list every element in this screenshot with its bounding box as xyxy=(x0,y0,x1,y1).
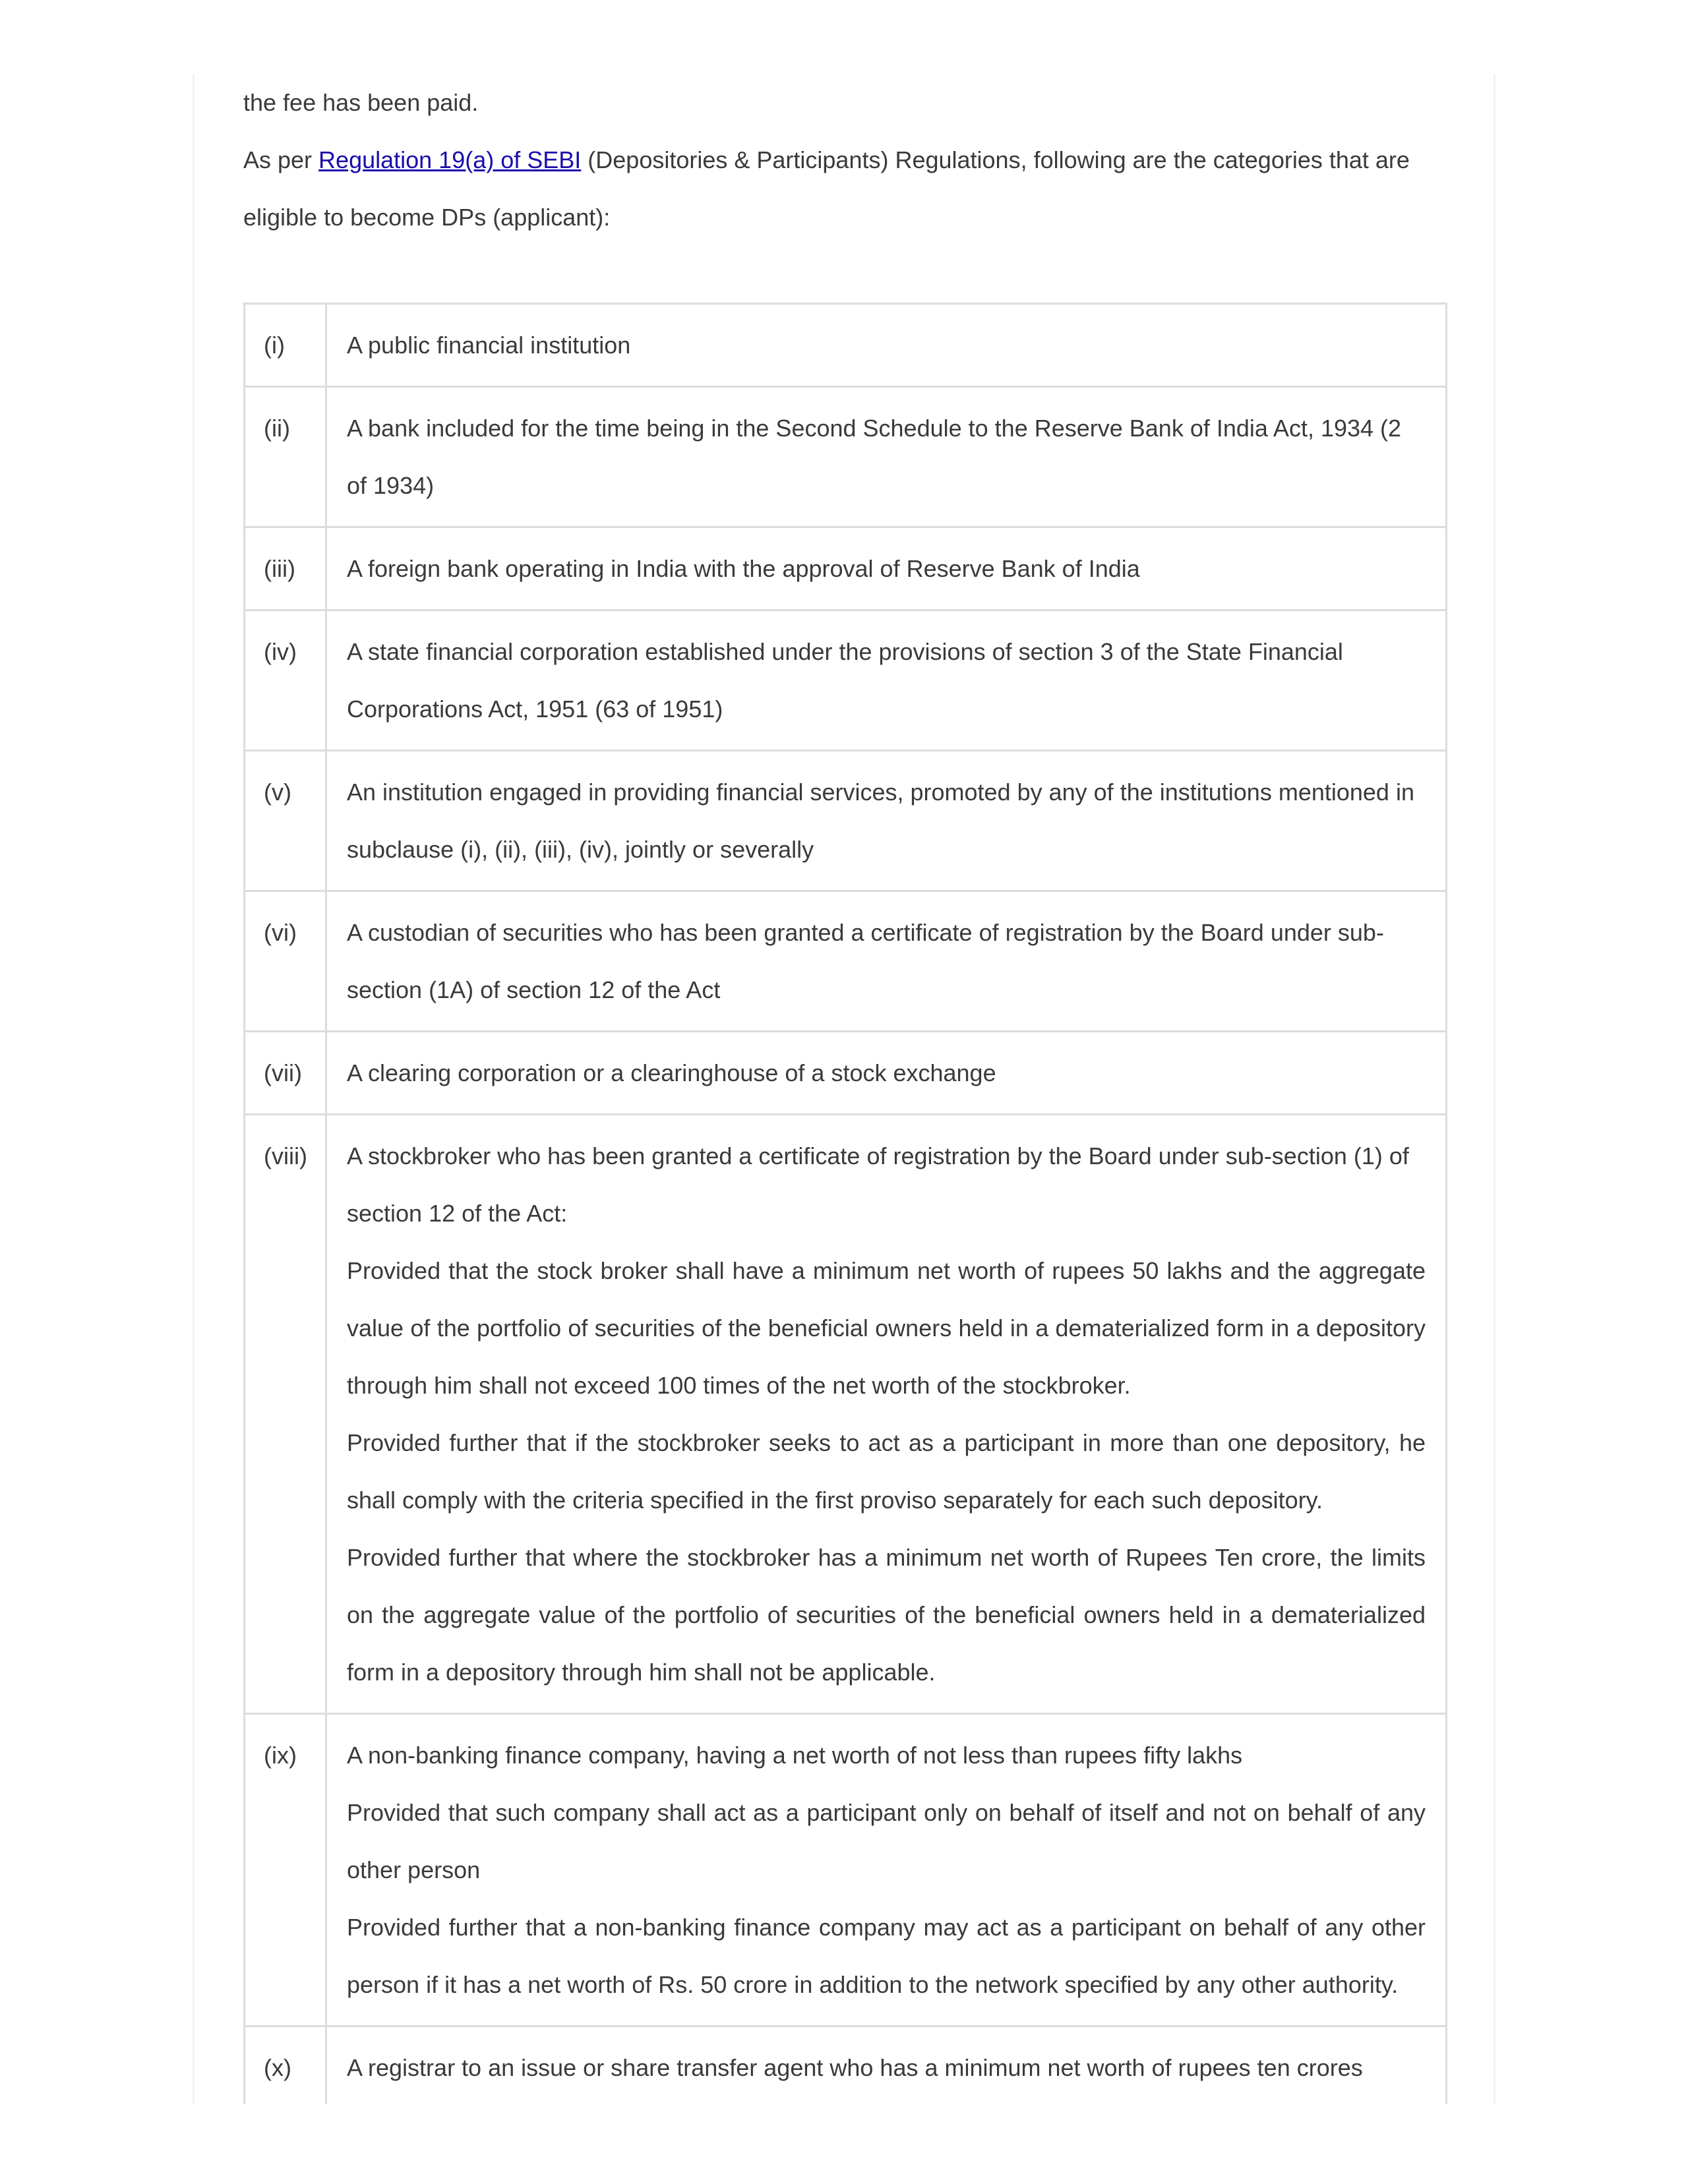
row-text-block xyxy=(326,1115,1447,1714)
row-text: An institution engaged in providing financial services, promoted by any of the institutions mentioned in subclause (i), (ii), (iii), (iv), jointly or severally xyxy=(326,751,1447,891)
table-row xyxy=(245,304,1447,387)
row-text: A registrar to an issue or share transfer agent who has a minimum net worth of rupees ten crores xyxy=(326,2026,1447,2105)
proviso-3: Provided further that where the stockbroker has a minimum net worth of Rupees Ten crore, the limits on the aggregate value of the portfolio of securities of the beneficial owners held in a dematerialized form in a depository through him shall not be applicable. xyxy=(347,1544,1426,1686)
row-text: A custodian of securities who has been granted a certificate of registration by the Board under sub-section (1A) of section 12 of the Act xyxy=(326,891,1447,1032)
table-row xyxy=(245,387,1447,527)
row-number: (ii) xyxy=(245,387,326,527)
row-number: (i) xyxy=(245,304,326,387)
intro-paragraph xyxy=(243,131,1447,246)
row-number: (vii) xyxy=(245,1032,326,1115)
table-row xyxy=(245,2026,1447,2105)
row-number: (x) xyxy=(245,2026,326,2105)
row-number: (iv) xyxy=(245,610,326,751)
intro-prefix: As per xyxy=(243,146,319,173)
table-row xyxy=(245,891,1447,1032)
row-text: A stockbroker who has been granted a certificate of registration by the Board under sub-section (1) of section 12 of the Act: xyxy=(347,1142,1409,1227)
regulation-link[interactable]: Regulation 19(a) of SEBI xyxy=(318,146,582,173)
row-number: (v) xyxy=(245,751,326,891)
table-row xyxy=(245,1115,1447,1714)
row-number: (viii) xyxy=(245,1115,326,1714)
row-text-block xyxy=(326,1714,1447,2026)
row-number: (ix) xyxy=(245,1714,326,2026)
row-text: A public financial institution xyxy=(326,304,1447,387)
table-row xyxy=(245,527,1447,610)
table-row xyxy=(245,1032,1447,1115)
intro-section xyxy=(243,74,1447,246)
proviso-2: Provided further that if the stockbroker seeks to act as a participant in more than one depository, he shall comply with the criteria specified in the first proviso separately for each such depository. xyxy=(347,1429,1426,1514)
row-number: (iii) xyxy=(245,527,326,610)
row-text: A bank included for the time being in the Second Schedule to the Reserve Bank of India Act, 1934 (2 of 1934) xyxy=(326,387,1447,527)
table-row xyxy=(245,1714,1447,2026)
row-text: A non-banking finance company, having a net worth of not less than rupees fifty lakhs xyxy=(347,1742,1243,1769)
row-text: A foreign bank operating in India with the approval of Reserve Bank of India xyxy=(326,527,1447,610)
table-row xyxy=(245,610,1447,751)
row-text: A state financial corporation established under the provisions of section 3 of the State Financial Corporations Act, 1951 (63 of 1951) xyxy=(326,610,1447,751)
intro-line-1: the fee has been paid. xyxy=(243,89,479,116)
eligibility-table xyxy=(243,303,1447,2104)
row-text: A clearing corporation or a clearinghouse of a stock exchange xyxy=(326,1032,1447,1115)
document-page xyxy=(193,74,1495,2104)
proviso-2: Provided further that a non-banking finance company may act as a participant on behalf of any other person if it has a net worth of Rs. 50 crore in addition to the network specified by any other authority. xyxy=(347,1914,1426,1998)
row-number: (vi) xyxy=(245,891,326,1032)
proviso-1: Provided that such company shall act as a participant only on behalf of itself and not on behalf of any other person xyxy=(347,1799,1426,1883)
intro-suffix: (Depositories & Participants) Regulations, following are the categories that are eligible to become DPs (applicant): xyxy=(243,146,1410,231)
proviso-1: Provided that the stock broker shall have a minimum net worth of rupees 50 lakhs and the aggregate value of the portfolio of securities of the beneficial owners held in a dematerialized form in a depository through him shall not exceed 100 times of the net worth of the stockbroker. xyxy=(347,1257,1426,1399)
table-row xyxy=(245,751,1447,891)
